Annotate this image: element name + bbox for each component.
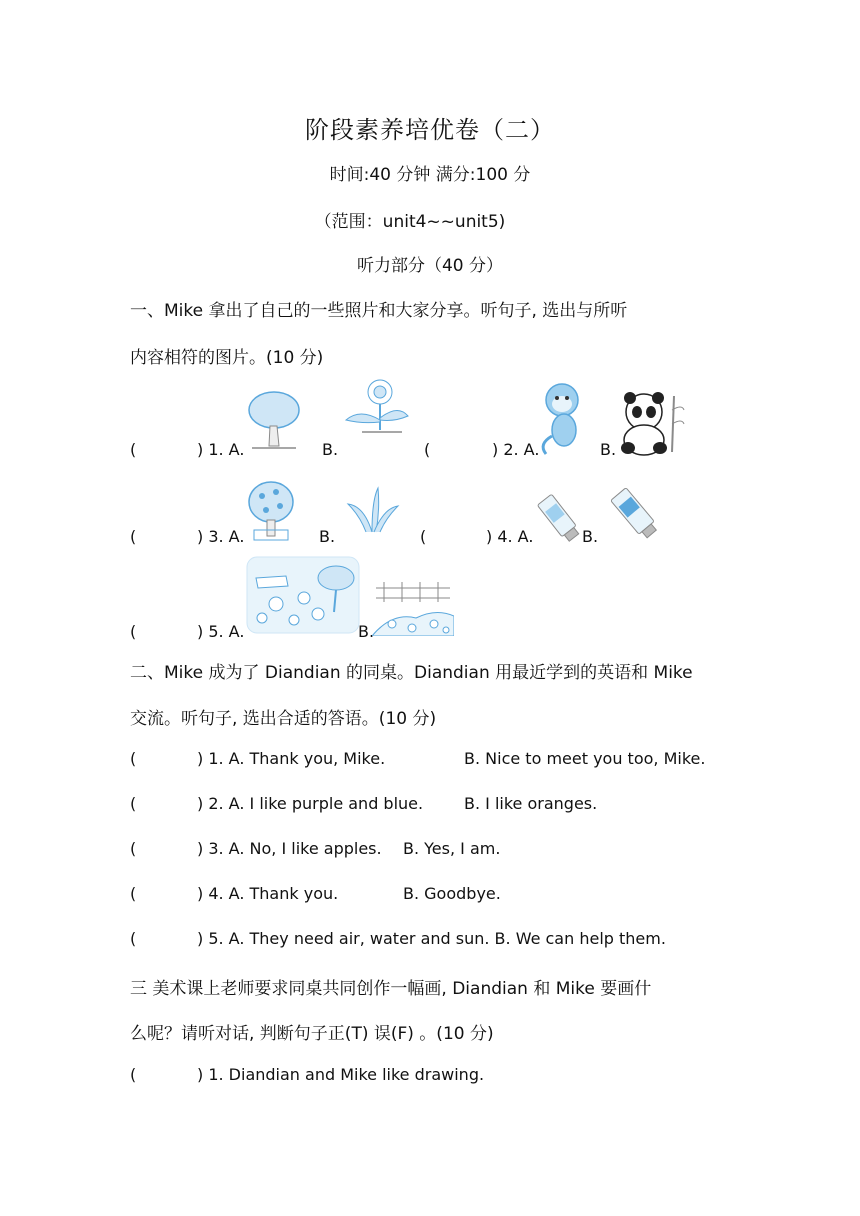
section3-instruction-line1: 三 美术课上老师要求同桌共同创作一幅画, Diandian 和 Mike 要画什 xyxy=(130,979,652,999)
fruit-tree-icon xyxy=(246,480,296,544)
monkey-icon xyxy=(538,380,590,456)
tree-icon xyxy=(246,388,302,454)
s1-q3-b: B. xyxy=(319,527,336,546)
s2-q3-open: ( xyxy=(130,839,137,858)
s1-q1-open: ( xyxy=(130,440,137,459)
s2-q3-b: B. Yes, I am. xyxy=(403,839,501,858)
s1-q5-open: ( xyxy=(130,622,137,641)
s2-q2-b: B. I like oranges. xyxy=(464,794,598,813)
section3-instruction-line2: 么呢？请听对话, 判断句子正(T) 误(F) 。(10 分) xyxy=(130,1024,494,1044)
paint-tube-icon-b xyxy=(610,484,660,544)
s1-q5-label: ) 5. A. xyxy=(197,622,245,641)
s2-q4-text: ) 4. A. Thank you. xyxy=(197,884,339,903)
s1-q3-open: ( xyxy=(130,527,137,546)
s1-q1-label: ) 1. A. xyxy=(197,440,245,459)
paint-tube-icon-a xyxy=(536,490,584,546)
s1-q1-b: B. xyxy=(322,440,339,459)
s2-q1-open: ( xyxy=(130,749,137,768)
section2-instruction-line1: 二、Mike 成为了 Diandian 的同桌。Diandian 用最近学到的英语和 Mike xyxy=(130,663,693,683)
s2-q2-text: ) 2. A. I like purple and blue. xyxy=(197,794,424,813)
panda-icon xyxy=(614,390,686,458)
s1-q2-open: ( xyxy=(424,440,431,459)
s3-q1-open: ( xyxy=(130,1065,137,1084)
range-line: （范围：unit4~~unit5) xyxy=(314,212,506,232)
s2-q3-text: ) 3. A. No, I like apples. xyxy=(197,839,382,858)
flower-icon xyxy=(340,378,412,438)
time-score-line: 时间:40 分钟 满分:100 分 xyxy=(329,165,531,185)
s2-q4-open: ( xyxy=(130,884,137,903)
grass-icon xyxy=(344,486,400,534)
s3-q1-text: ) 1. Diandian and Mike like drawing. xyxy=(197,1065,485,1084)
page-title: 阶段素养培优卷（二） xyxy=(305,116,555,144)
s1-q4-b: B. xyxy=(582,527,599,546)
s1-q2-label: ) 2. A. xyxy=(492,440,540,459)
s1-q4-label: ) 4. A. xyxy=(486,527,534,546)
garden-icon xyxy=(372,572,454,636)
section1-instruction-line1: 一、Mike 拿出了自己的一些照片和大家分享。听句子, 选出与所听 xyxy=(130,301,628,321)
s2-q1-b: B. Nice to meet you too, Mike. xyxy=(464,749,706,768)
s1-q4-open: ( xyxy=(420,527,427,546)
s2-q2-open: ( xyxy=(130,794,137,813)
s1-q2-b: B. xyxy=(600,440,617,459)
s2-q4-b: B. Goodbye. xyxy=(403,884,501,903)
section1-instruction-line2: 内容相符的图片。(10 分) xyxy=(130,348,324,368)
section2-instruction-line2: 交流。听句子, 选出合适的答语。(10 分) xyxy=(130,709,437,729)
farm-animals-icon xyxy=(246,556,360,634)
s2-q5-open: ( xyxy=(130,929,137,948)
s2-q1-text: ) 1. A. Thank you, Mike. xyxy=(197,749,386,768)
s2-q5-text: ) 5. A. They need air, water and sun. B. We can help them. xyxy=(197,929,666,948)
s1-q3-label: ) 3. A. xyxy=(197,527,245,546)
s1-q5-b: B. xyxy=(358,622,375,641)
listening-heading: 听力部分（40 分） xyxy=(356,256,504,276)
